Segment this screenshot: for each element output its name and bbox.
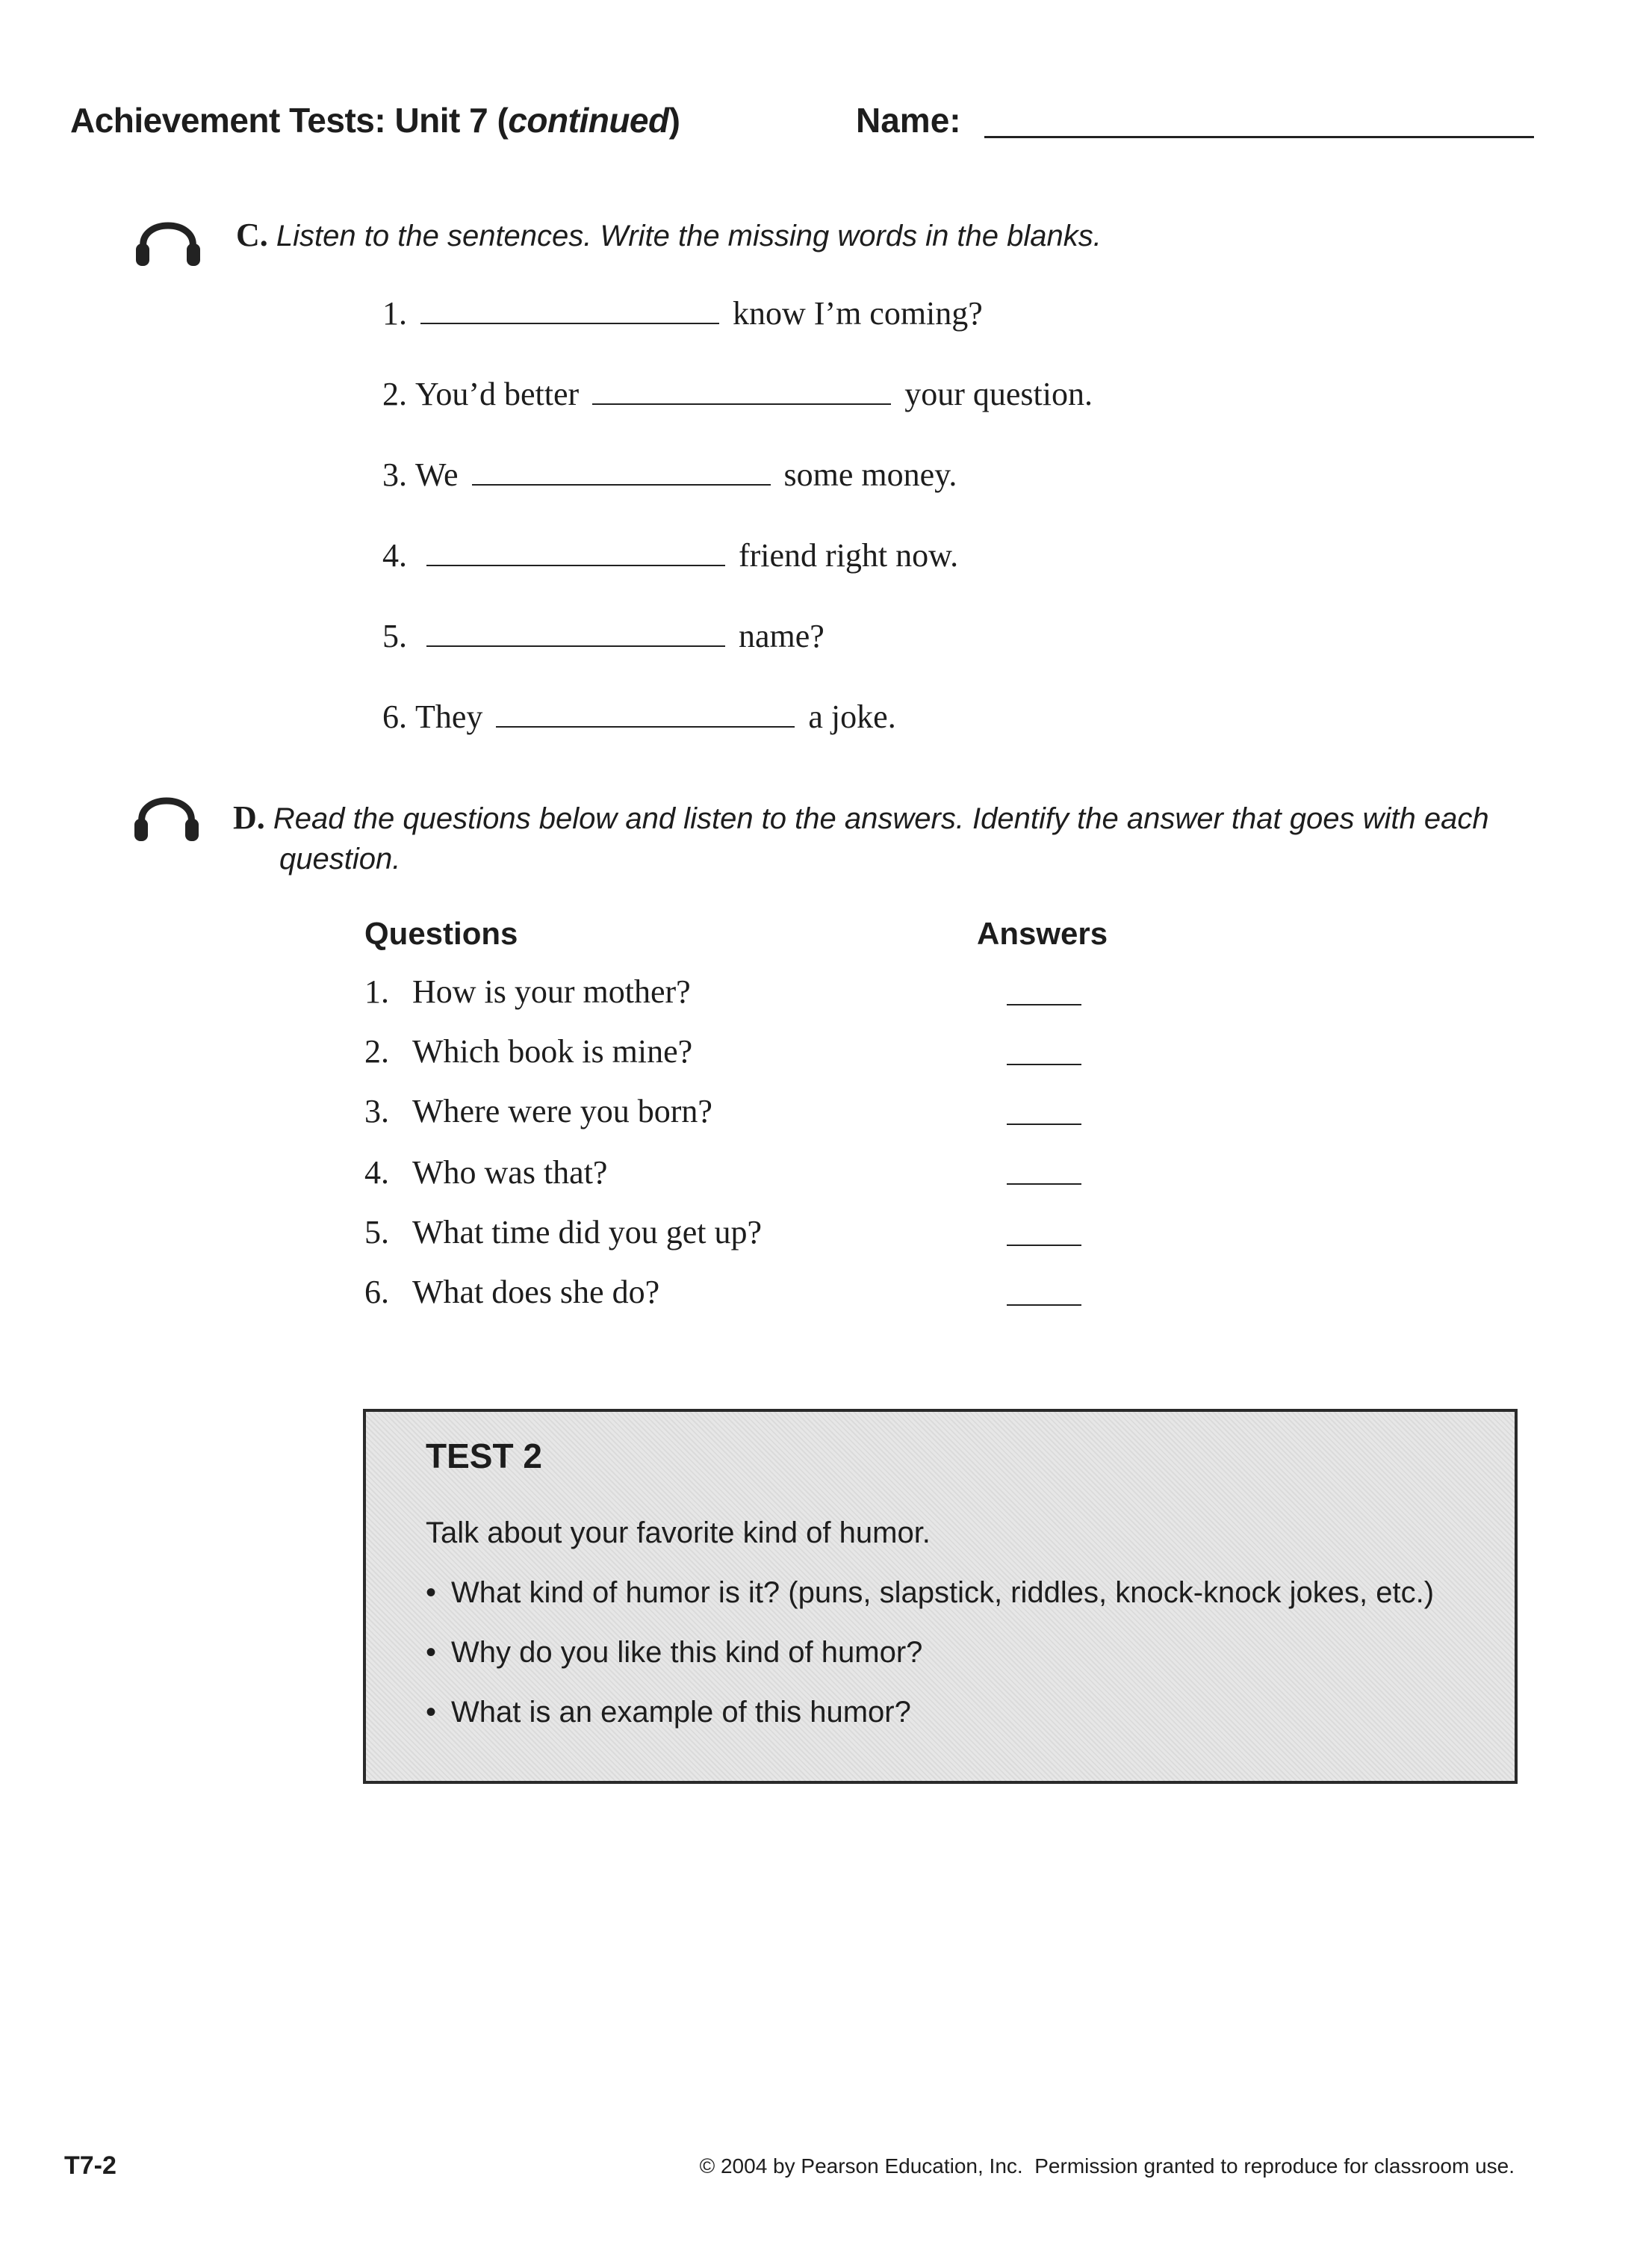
question-text: Where were you born? [412,1093,712,1129]
item-text-after: name? [739,618,825,654]
question-number: 6. [364,1274,389,1310]
item-text-after: your question. [904,376,1093,412]
answer-blank[interactable] [496,725,795,728]
question-number: 3. [364,1093,389,1129]
question-number: 4. [364,1154,389,1191]
answer-blank[interactable] [420,321,719,324]
question-number: 2. [364,1033,389,1070]
section-c-instruction-text: Listen to the sentences. Write the missing words in the blanks. [276,220,1102,252]
bullet-text: What kind of humor is it? (puns, slapstick, riddles, knock-knock jokes, etc.) [451,1576,1435,1609]
question-item-2 [364,1032,692,1070]
answers-header: Answers [977,916,1108,951]
bullet-text: Why do you like this kind of humor? [451,1636,923,1669]
bullet-icon: • [426,1576,437,1609]
item-text-after: know I’m coming? [733,295,983,332]
question-text: What time did you get up? [412,1214,762,1250]
item-number: 1. [382,295,407,332]
answer-blank-1[interactable] [1007,1004,1081,1005]
item-number: 3. [382,456,407,493]
answer-blank-4[interactable] [1007,1183,1081,1185]
test-2-box [363,1409,1518,1784]
item-text-before: We [415,456,459,493]
section-c-item-6 [382,698,896,736]
answer-blank[interactable] [426,644,725,647]
item-text-before: They [415,698,483,735]
section-c-item-4 [382,536,958,574]
bullet-text: What is an example of this humor? [451,1696,911,1729]
test-2-bullet-2 [426,1636,922,1670]
item-number: 4. [382,537,407,574]
section-c-item-2 [382,375,1093,413]
answer-blank-6[interactable] [1007,1304,1081,1306]
item-text-after: friend right now. [739,537,959,574]
page-title [70,100,680,140]
test-2-bullet-3 [426,1696,911,1729]
answer-blank-5[interactable] [1007,1245,1081,1246]
item-number: 2. [382,376,407,412]
name-label: Name: [856,101,961,140]
section-d-letter: D. [233,799,265,836]
question-text: How is your mother? [412,973,691,1010]
test-2-prompt: Talk about your favorite kind of humor. [426,1516,931,1549]
test-2-title: TEST 2 [426,1437,542,1475]
question-item-3 [364,1092,712,1130]
item-number: 5. [382,618,407,654]
answer-blank[interactable] [592,402,891,405]
question-text: Who was that? [412,1154,608,1191]
test-2-bullet-1 [426,1576,1434,1610]
answer-blank[interactable] [426,563,725,566]
section-d-instruction-line1 [233,798,1547,839]
headphones-icon [133,211,203,267]
section-d-instruction-line2: question. [279,843,401,875]
section-c-item-3 [382,456,957,494]
question-number: 1. [364,973,389,1010]
section-c-instruction [236,215,1102,256]
section-c-item-1 [382,294,983,332]
bullet-icon: • [426,1636,437,1669]
questions-header: Questions [364,916,518,951]
name-field-line[interactable] [984,136,1534,138]
item-text-after: a joke. [808,698,896,735]
item-text-after: some money. [783,456,957,493]
page-title-main: Achievement Tests: Unit 7 ( [70,101,509,140]
section-c-letter: C. [236,217,268,253]
question-text: What does she do? [412,1274,660,1310]
page-title-close: ) [668,101,680,140]
question-item-6 [364,1273,659,1311]
question-item-4 [364,1153,607,1191]
answer-blank-3[interactable] [1007,1124,1081,1125]
section-d-instruction-text: Read the questions below and listen to the answers. Identify the answer that goes with each [273,802,1489,835]
page-title-continued: continued [508,101,669,140]
bullet-icon: • [426,1696,437,1729]
answer-blank-2[interactable] [1007,1064,1081,1065]
page-number: T7-2 [64,2151,117,2180]
copyright-notice: © 2004 by Pearson Education, Inc. Permission granted to reproduce for classroom use. [699,2154,1515,2178]
question-text: Which book is mine? [412,1033,693,1070]
question-item-1 [364,973,691,1011]
item-number: 6. [382,698,407,735]
section-d-instruction [233,798,1547,879]
question-item-5 [364,1213,762,1251]
item-text-before: You’d better [415,376,580,412]
answer-blank[interactable] [472,483,771,486]
section-c-item-5 [382,617,825,655]
question-number: 5. [364,1214,389,1250]
headphones-icon [131,786,202,843]
